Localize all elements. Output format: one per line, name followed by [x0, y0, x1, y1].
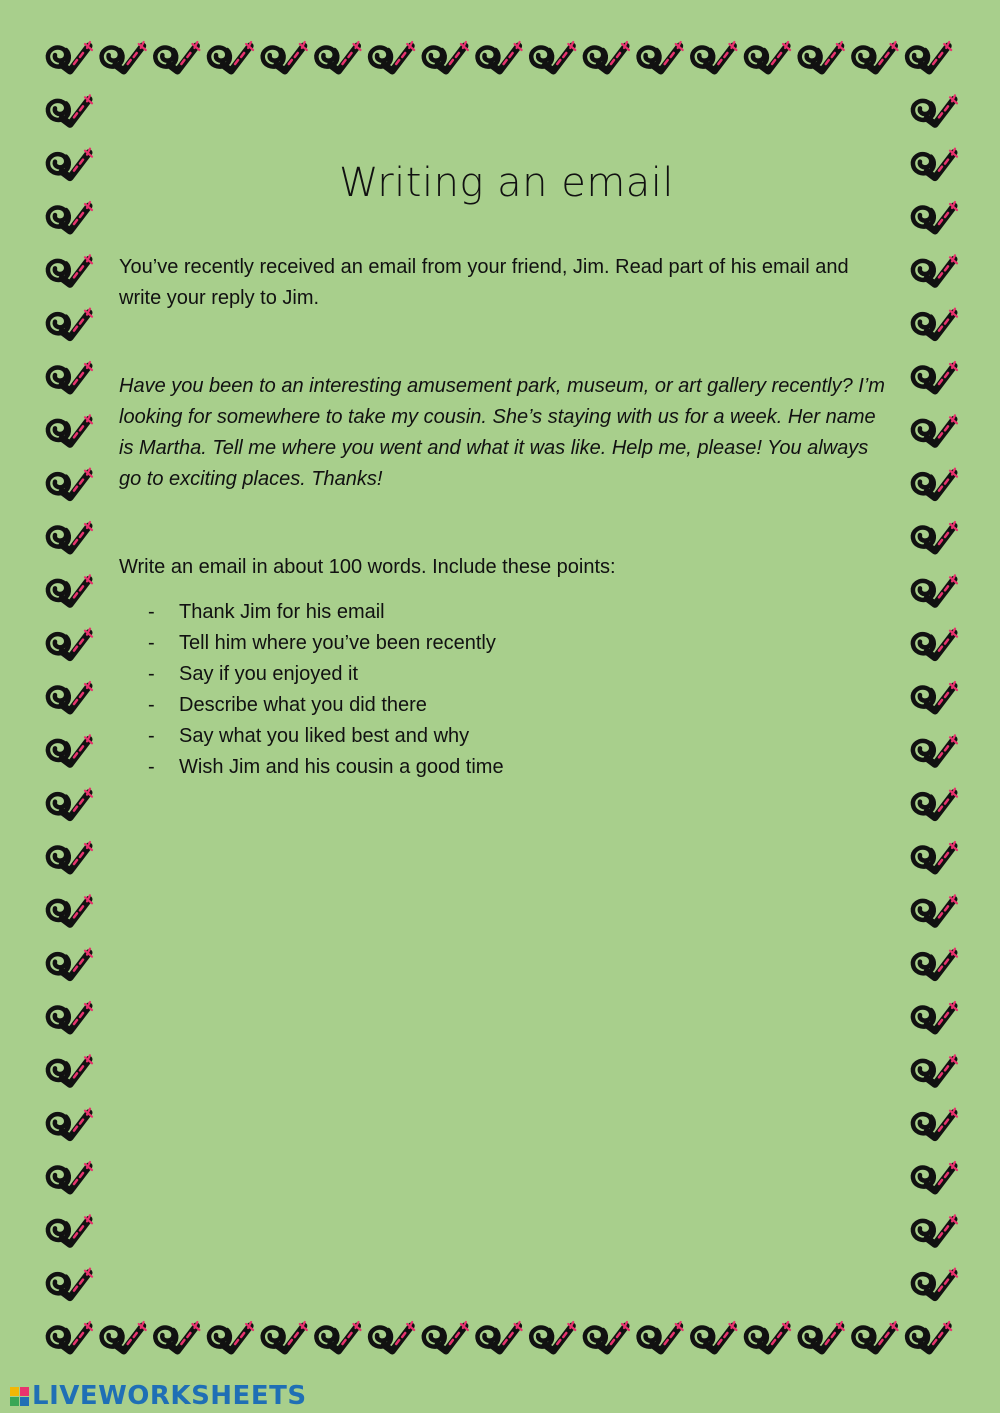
curly-pen-icon: [102, 1322, 146, 1351]
curly-pen-icon: [585, 42, 629, 71]
curly-pen-icon: [913, 629, 957, 658]
bullet-dash: -: [148, 663, 155, 685]
curly-pen-icon: [913, 149, 957, 178]
curly-pen-icon: [585, 1322, 629, 1351]
curly-pen-icon: [913, 949, 957, 978]
curly-pen-icon: [913, 522, 957, 551]
curly-pen-icon: [639, 42, 683, 71]
curly-pen-icon: [48, 949, 92, 978]
curly-pen-icon: [913, 575, 957, 604]
curly-pen-icon: [48, 1109, 92, 1138]
curly-pen-icon: [424, 1322, 468, 1351]
logo-icon: [10, 1387, 29, 1406]
curly-pen-icon: [531, 1322, 575, 1351]
curly-pen-icon: [48, 789, 92, 818]
task-instruction: Write an email in about 100 words. Include these points:: [119, 556, 616, 578]
curly-pen-icon: [370, 42, 414, 71]
curly-pen-icon: [913, 309, 957, 338]
curly-pen-icon: [48, 629, 92, 658]
curly-pen-icon: [913, 789, 957, 818]
curly-pen-icon: [102, 42, 146, 71]
curly-pen-icon: [48, 575, 92, 604]
curly-pen-icon: [913, 895, 957, 924]
curly-pen-icon: [913, 95, 957, 124]
curly-pen-icon: [48, 1215, 92, 1244]
curly-pen-icon: [155, 1322, 199, 1351]
curly-pen-icon: [478, 42, 522, 71]
curly-pen-icon: [48, 735, 92, 764]
curly-pen-icon: [263, 42, 307, 71]
curly-pen-icon: [478, 1322, 522, 1351]
intro-paragraph: You’ve recently received an email from your friend, Jim. Read part of his email and write your reply to Jim.: [119, 256, 849, 309]
curly-pen-icon: [316, 42, 360, 71]
curly-pen-icon: [907, 42, 951, 71]
curly-pen-icon: [913, 202, 957, 231]
bullet-dash: -: [148, 756, 155, 778]
curly-pen-icon: [48, 469, 92, 498]
email-excerpt: Have you been to an interesting amusement park, museum, or art gallery recently? I’m looking for somewhere to take my cousin. She’s staying with us for a week. Her name is Martha. Tell me where you went and what it was like. Help me, please! You always go to exciting places. Thanks!: [119, 375, 885, 490]
curly-pen-icon: [48, 842, 92, 871]
curly-pen-icon: [424, 42, 468, 71]
curly-pen-icon: [263, 1322, 307, 1351]
curly-pen-icon: [913, 682, 957, 711]
curly-pen-icon: [853, 42, 897, 71]
curly-pen-icon: [209, 1322, 253, 1351]
curly-pen-icon: [913, 255, 957, 284]
curly-pen-icon: [48, 255, 92, 284]
bullet-dash: -: [148, 601, 155, 623]
curly-pen-icon: [913, 1109, 957, 1138]
curly-pen-icon: [48, 1162, 92, 1191]
curly-pen-icon: [913, 362, 957, 391]
list-item: - Thank Jim for his email: [119, 597, 894, 628]
curly-pen-icon: [316, 1322, 360, 1351]
bullet-dash: -: [148, 694, 155, 716]
curly-pen-icon: [692, 1322, 736, 1351]
curly-pen-icon: [48, 415, 92, 444]
curly-pen-icon: [913, 735, 957, 764]
list-item: - Wish Jim and his cousin a good time: [119, 752, 894, 783]
curly-pen-icon: [913, 1055, 957, 1084]
curly-pen-icon: [853, 1322, 897, 1351]
curly-pen-icon: [48, 1002, 92, 1031]
list-item: - Say what you liked best and why: [119, 721, 894, 752]
curly-pen-icon: [48, 522, 92, 551]
curly-pen-icon: [48, 309, 92, 338]
curly-pen-icon: [155, 42, 199, 71]
curly-pen-icon: [907, 1322, 951, 1351]
page-title: Writing an email: [338, 160, 675, 206]
curly-pen-icon: [209, 42, 253, 71]
curly-pen-icon: [800, 42, 844, 71]
curly-pen-icon: [48, 682, 92, 711]
curly-pen-icon: [48, 1269, 92, 1298]
curly-pen-icon: [639, 1322, 683, 1351]
curly-pen-icon: [48, 95, 92, 124]
curly-pen-icon: [800, 1322, 844, 1351]
curly-pen-icon: [913, 842, 957, 871]
worksheet-content: [119, 160, 894, 783]
curly-pen-icon: [913, 1269, 957, 1298]
curly-pen-icon: [913, 469, 957, 498]
curly-pen-icon: [913, 1162, 957, 1191]
curly-pen-icon: [48, 149, 92, 178]
curly-pen-icon: [913, 415, 957, 444]
curly-pen-icon: [746, 1322, 790, 1351]
curly-pen-icon: [692, 42, 736, 71]
curly-pen-icon: [913, 1002, 957, 1031]
liveworksheets-logo: [10, 1381, 307, 1411]
bullet-dash: -: [148, 725, 155, 747]
list-item: - Describe what you did there: [119, 690, 894, 721]
curly-pen-icon: [48, 362, 92, 391]
curly-pen-icon: [48, 42, 92, 71]
points-list: [119, 597, 894, 783]
list-item: - Tell him where you’ve been recently: [119, 628, 894, 659]
curly-pen-icon: [913, 1215, 957, 1244]
brand-name: LIVEWORKSHEETS: [32, 1381, 307, 1411]
bullet-dash: -: [148, 632, 155, 654]
curly-pen-icon: [531, 42, 575, 71]
curly-pen-icon: [746, 42, 790, 71]
curly-pen-icon: [48, 202, 92, 231]
curly-pen-icon: [370, 1322, 414, 1351]
list-item: - Say if you enjoyed it: [119, 659, 894, 690]
curly-pen-icon: [48, 895, 92, 924]
curly-pen-icon: [48, 1322, 92, 1351]
curly-pen-icon: [48, 1055, 92, 1084]
